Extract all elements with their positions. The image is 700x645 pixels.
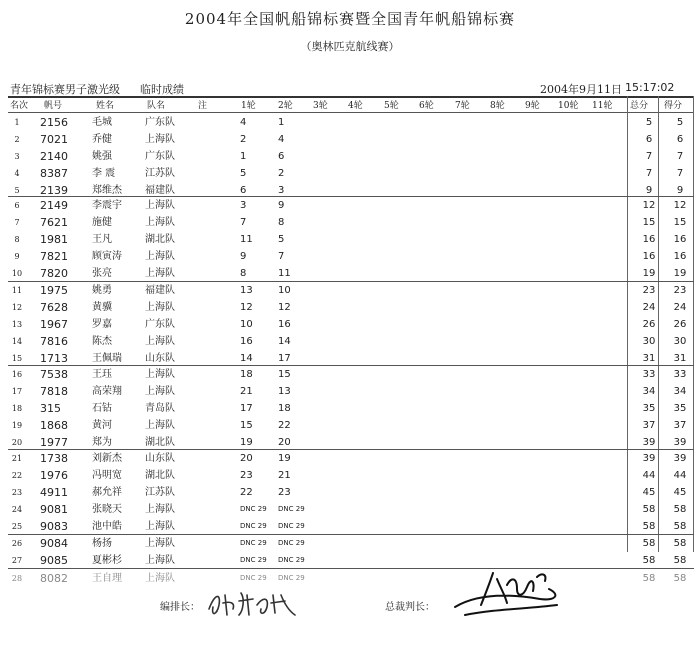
total-points-cell: 39: [642, 453, 656, 464]
sailor-name-cell: 王凡: [92, 234, 112, 245]
chief-judge-signature: [445, 565, 575, 625]
team-cell: 上海队: [145, 369, 175, 380]
sailor-name-cell: 夏彬杉: [92, 555, 122, 566]
race-2-cell: DNC 29: [278, 505, 305, 513]
race-2-cell: 12: [278, 302, 291, 313]
sail-number-cell: 9085: [40, 554, 68, 567]
col-race-8: 8轮: [490, 101, 505, 111]
team-cell: 湖北队: [145, 234, 175, 245]
col-name: 姓名: [96, 101, 115, 111]
total-points-cell: 9: [645, 185, 653, 196]
team-cell: 上海队: [145, 538, 175, 549]
team-cell: 上海队: [145, 573, 175, 584]
results-status: 临时成绩: [140, 83, 184, 96]
total-points-cell: 19: [642, 268, 656, 279]
group-divider: [8, 568, 694, 569]
sail-number-cell: 9084: [40, 537, 68, 550]
rank-cell: 9: [14, 252, 20, 261]
net-points-cell: 58: [673, 538, 687, 549]
sail-number-cell: 315: [40, 402, 61, 415]
race-1-cell: 6: [240, 185, 247, 196]
col-race-2: 2轮: [278, 101, 293, 111]
table-row: [8, 535, 694, 552]
table-row: [8, 518, 694, 535]
sailor-name-cell: 郑为: [92, 437, 112, 448]
total-points-cell: 5: [645, 117, 653, 128]
team-cell: 福建队: [145, 185, 175, 196]
net-points-cell: 7: [676, 168, 684, 179]
col-race-9: 9轮: [525, 101, 540, 111]
sail-number-cell: 1976: [40, 469, 68, 482]
race-1-cell: 16: [240, 336, 253, 347]
race-1-cell: 1: [240, 151, 247, 162]
net-points-cell: 16: [673, 251, 687, 262]
table-row: [8, 299, 694, 316]
col-net: 得分: [664, 101, 683, 111]
total-points-cell: 24: [642, 302, 656, 313]
team-cell: 上海队: [145, 336, 175, 347]
total-points-cell: 58: [642, 521, 656, 532]
net-points-cell: 58: [673, 573, 687, 584]
table-row: [8, 214, 694, 231]
sail-number-cell: 7021: [40, 133, 68, 146]
race-1-cell: DNC 29: [240, 574, 267, 582]
group-divider: [8, 196, 694, 197]
col-race-1: 1轮: [241, 101, 256, 111]
sailor-name-cell: 顾寅涛: [92, 251, 122, 262]
race-2-cell: 23: [278, 487, 291, 498]
sail-number-cell: 4911: [40, 486, 68, 499]
rank-cell: 17: [11, 387, 23, 396]
sailor-name-cell: 张亮: [92, 268, 112, 279]
col-race-7: 7轮: [455, 101, 470, 111]
sailor-name-cell: 郑维杰: [92, 185, 122, 196]
table-row: [8, 552, 694, 569]
group-divider: [8, 281, 694, 282]
race-1-cell: 8: [240, 268, 247, 279]
sailor-name-cell: 石钴: [92, 403, 112, 414]
sail-number-cell: 7821: [40, 250, 68, 263]
total-points-cell: 58: [642, 573, 656, 584]
group-divider: [8, 365, 694, 366]
table-row: [8, 248, 694, 265]
net-points-cell: 12: [673, 200, 687, 211]
race-1-cell: 19: [240, 437, 253, 448]
rank-cell: 4: [14, 169, 20, 178]
sail-number-cell: 7818: [40, 385, 68, 398]
race-1-cell: 13: [240, 285, 253, 296]
team-cell: 上海队: [145, 134, 175, 145]
race-1-cell: 11: [240, 234, 253, 245]
total-points-cell: 44: [642, 470, 656, 481]
results-time: 15:17:02: [625, 81, 675, 94]
total-points-cell: 30: [642, 336, 656, 347]
sail-number-cell: 2139: [40, 184, 68, 197]
rank-cell: 18: [11, 404, 23, 413]
team-cell: 上海队: [145, 521, 175, 532]
race-2-cell: 20: [278, 437, 291, 448]
total-points-cell: 58: [642, 538, 656, 549]
total-points-cell: 23: [642, 285, 656, 296]
sailor-name-cell: 王珏: [92, 369, 112, 380]
sail-number-cell: 7538: [40, 368, 68, 381]
rank-cell: 10: [11, 269, 23, 278]
sailor-name-cell: 姚强: [92, 151, 112, 162]
sailor-name-cell: 黄骥: [92, 302, 112, 313]
race-2-cell: 4: [278, 134, 285, 145]
race-2-cell: 8: [278, 217, 285, 228]
table-row: [8, 282, 694, 299]
rank-cell: 22: [11, 471, 23, 480]
table-row: [8, 131, 694, 148]
rank-cell: 24: [11, 505, 23, 514]
chief-judge-label: 总裁判长：: [385, 602, 435, 613]
net-points-cell: 5: [676, 117, 684, 128]
race-2-cell: 3: [278, 185, 285, 196]
col-race-10: 10轮: [558, 101, 579, 111]
race-1-cell: 23: [240, 470, 253, 481]
race-2-cell: DNC 29: [278, 539, 305, 547]
rank-cell: 28: [11, 574, 23, 583]
table-row: [8, 197, 694, 214]
sail-number-cell: 2149: [40, 199, 68, 212]
column-header-rule: [8, 112, 694, 113]
col-race-4: 4轮: [348, 101, 363, 111]
net-points-cell: 6: [676, 134, 684, 145]
table-row: [8, 484, 694, 501]
sailor-name-cell: 杨扬: [92, 538, 112, 549]
race-2-cell: 6: [278, 151, 285, 162]
rank-cell: 2: [14, 135, 20, 144]
net-points-cell: 15: [673, 217, 687, 228]
sailor-name-cell: 王自理: [92, 573, 122, 584]
team-cell: 广东队: [145, 319, 175, 330]
rank-cell: 3: [14, 152, 20, 161]
net-points-cell: 9: [676, 185, 684, 196]
race-1-cell: 21: [240, 386, 253, 397]
race-1-cell: 2: [240, 134, 247, 145]
sailor-name-cell: 刘新杰: [92, 453, 122, 464]
sailor-name-cell: 李 震: [92, 168, 116, 179]
sail-number-cell: 1738: [40, 452, 68, 465]
rank-cell: 21: [11, 454, 23, 463]
race-1-cell: 18: [240, 369, 253, 380]
sailor-name-cell: 冯明宽: [92, 470, 122, 481]
document-title: 2004年全国帆船锦标赛暨全国青年帆船锦标赛: [184, 10, 516, 28]
table-row: [8, 366, 694, 383]
team-cell: 上海队: [145, 386, 175, 397]
race-1-cell: 22: [240, 487, 253, 498]
team-cell: 上海队: [145, 268, 175, 279]
race-1-cell: 5: [240, 168, 247, 179]
sailor-name-cell: 高荣翔: [92, 386, 122, 397]
sail-number-cell: 7820: [40, 267, 68, 280]
rank-cell: 14: [11, 337, 23, 346]
sail-number-cell: 9083: [40, 520, 68, 533]
results-date: 2004年9月11日: [540, 83, 622, 96]
table-row: [8, 333, 694, 350]
table-row: [8, 383, 694, 400]
col-total: 总分: [630, 101, 649, 111]
team-cell: 上海队: [145, 555, 175, 566]
team-cell: 青岛队: [145, 403, 175, 414]
scorer-signature: [205, 585, 305, 621]
sailor-name-cell: 毛城: [92, 117, 112, 128]
sail-number-cell: 1977: [40, 436, 68, 449]
net-points-cell: 23: [673, 285, 687, 296]
col-race-5: 5轮: [384, 101, 399, 111]
sail-number-cell: 1975: [40, 284, 68, 297]
sail-number-cell: 1713: [40, 352, 68, 365]
race-2-cell: 19: [278, 453, 291, 464]
race-1-cell: 3: [240, 200, 247, 211]
sail-number-cell: 7628: [40, 301, 68, 314]
col-race-6: 6轮: [419, 101, 434, 111]
sail-number-cell: 1868: [40, 419, 68, 432]
total-points-cell: 15: [642, 217, 656, 228]
table-row: [8, 114, 694, 131]
group-divider: [8, 449, 694, 450]
net-points-cell: 37: [673, 420, 687, 431]
net-points-cell: 39: [673, 437, 687, 448]
race-2-cell: DNC 29: [278, 574, 305, 582]
sail-number-cell: 8387: [40, 167, 68, 180]
net-points-cell: 34: [673, 386, 687, 397]
rank-cell: 20: [11, 438, 23, 447]
total-points-cell: 58: [642, 504, 656, 515]
race-2-cell: 15: [278, 369, 291, 380]
sail-number-cell: 8082: [40, 572, 68, 585]
rank-cell: 12: [11, 303, 23, 312]
race-1-cell: 4: [240, 117, 247, 128]
net-points-cell: 58: [673, 521, 687, 532]
rank-cell: 19: [11, 421, 23, 430]
table-row: [8, 265, 694, 282]
sailor-name-cell: 黄河: [92, 420, 112, 431]
net-points-cell: 26: [673, 319, 687, 330]
rank-cell: 15: [11, 354, 23, 363]
race-2-cell: 5: [278, 234, 285, 245]
net-points-cell: 31: [673, 353, 687, 364]
table-row: [8, 400, 694, 417]
net-points-cell: 58: [673, 555, 687, 566]
race-2-cell: DNC 29: [278, 522, 305, 530]
sail-number-cell: 7621: [40, 216, 68, 229]
race-2-cell: 1: [278, 117, 285, 128]
race-1-cell: 7: [240, 217, 247, 228]
sailor-name-cell: 池中皓: [92, 521, 122, 532]
rank-cell: 8: [14, 235, 20, 244]
total-points-cell: 35: [642, 403, 656, 414]
table-row: [8, 467, 694, 484]
rank-cell: 1: [14, 118, 20, 127]
race-2-cell: 22: [278, 420, 291, 431]
net-points-cell: 44: [673, 470, 687, 481]
sailor-name-cell: 乔健: [92, 134, 112, 145]
table-row: [8, 450, 694, 467]
table-row: [8, 148, 694, 165]
sailor-name-cell: 陈杰: [92, 336, 112, 347]
race-2-cell: 11: [278, 268, 291, 279]
team-cell: 山东队: [145, 453, 175, 464]
race-2-cell: 18: [278, 403, 291, 414]
team-cell: 上海队: [145, 504, 175, 515]
table-row: [8, 570, 694, 587]
table-row: [8, 165, 694, 182]
sailor-name-cell: 李震宇: [92, 200, 122, 211]
race-2-cell: 16: [278, 319, 291, 330]
race-2-cell: DNC 29: [278, 556, 305, 564]
col-race-3: 3轮: [313, 101, 328, 111]
race-2-cell: 17: [278, 353, 291, 364]
race-1-cell: DNC 29: [240, 522, 267, 530]
table-row: [8, 231, 694, 248]
race-1-cell: DNC 29: [240, 505, 267, 513]
total-points-cell: 45: [642, 487, 656, 498]
race-1-cell: 20: [240, 453, 253, 464]
rank-cell: 23: [11, 488, 23, 497]
sailor-name-cell: 施健: [92, 217, 112, 228]
total-points-cell: 26: [642, 319, 656, 330]
team-cell: 上海队: [145, 251, 175, 262]
total-points-cell: 7: [645, 168, 653, 179]
race-2-cell: 2: [278, 168, 285, 179]
col-rank: 名次: [10, 101, 29, 111]
total-points-cell: 16: [642, 251, 656, 262]
total-points-cell: 6: [645, 134, 653, 145]
total-points-cell: 34: [642, 386, 656, 397]
col-race-11: 11轮: [592, 101, 613, 111]
document-subtitle: （奥林匹克航线赛）: [300, 40, 400, 53]
sail-number-cell: 7816: [40, 335, 68, 348]
race-1-cell: 9: [240, 251, 247, 262]
race-1-cell: DNC 29: [240, 556, 267, 564]
team-cell: 上海队: [145, 302, 175, 313]
net-points-cell: 35: [673, 403, 687, 414]
sailor-name-cell: 郝允祥: [92, 487, 122, 498]
team-cell: 上海队: [145, 217, 175, 228]
team-cell: 广东队: [145, 151, 175, 162]
rank-cell: 26: [11, 539, 23, 548]
rank-cell: 25: [11, 522, 23, 531]
team-cell: 广东队: [145, 117, 175, 128]
sailor-name-cell: 罗嘉: [92, 319, 112, 330]
table-row: [8, 501, 694, 518]
sail-number-cell: 9081: [40, 503, 68, 516]
group-divider: [8, 534, 694, 535]
rank-cell: 7: [14, 218, 20, 227]
total-points-cell: 7: [645, 151, 653, 162]
team-cell: 福建队: [145, 285, 175, 296]
race-2-cell: 9: [278, 200, 285, 211]
col-sail: 帆号: [44, 101, 63, 111]
team-cell: 上海队: [145, 200, 175, 211]
total-points-cell: 31: [642, 353, 656, 364]
col-team: 队名: [147, 101, 166, 111]
total-points-cell: 33: [642, 369, 656, 380]
net-points-cell: 7: [676, 151, 684, 162]
team-cell: 江苏队: [145, 487, 175, 498]
total-points-cell: 37: [642, 420, 656, 431]
rank-cell: 16: [11, 370, 23, 379]
rank-cell: 5: [14, 186, 20, 195]
table-row: [8, 417, 694, 434]
team-cell: 湖北队: [145, 437, 175, 448]
team-cell: 湖北队: [145, 470, 175, 481]
net-points-cell: 30: [673, 336, 687, 347]
race-1-cell: 17: [240, 403, 253, 414]
total-points-cell: 58: [642, 555, 656, 566]
total-points-cell: 12: [642, 200, 656, 211]
rank-cell: 6: [14, 201, 20, 210]
race-2-cell: 7: [278, 251, 285, 262]
sailor-name-cell: 姚勇: [92, 285, 112, 296]
net-points-cell: 19: [673, 268, 687, 279]
race-1-cell: 10: [240, 319, 253, 330]
team-cell: 江苏队: [145, 168, 175, 179]
rank-cell: 11: [11, 286, 23, 295]
net-points-cell: 58: [673, 504, 687, 515]
sail-number-cell: 1967: [40, 318, 68, 331]
race-1-cell: DNC 29: [240, 539, 267, 547]
sail-number-cell: 2140: [40, 150, 68, 163]
race-2-cell: 21: [278, 470, 291, 481]
race-1-cell: 14: [240, 353, 253, 364]
race-2-cell: 10: [278, 285, 291, 296]
col-note: 注: [198, 101, 208, 111]
event-name: 青年锦标赛男子激光级: [10, 83, 120, 96]
rank-cell: 13: [11, 320, 23, 329]
total-points-cell: 16: [642, 234, 656, 245]
net-points-cell: 33: [673, 369, 687, 380]
race-1-cell: 15: [240, 420, 253, 431]
sailor-name-cell: 张晓天: [92, 504, 122, 515]
team-cell: 山东队: [145, 353, 175, 364]
table-row: [8, 316, 694, 333]
total-points-cell: 39: [642, 437, 656, 448]
net-points-cell: 39: [673, 453, 687, 464]
team-cell: 上海队: [145, 420, 175, 431]
net-points-cell: 45: [673, 487, 687, 498]
sailor-name-cell: 王佩瑞: [92, 353, 122, 364]
net-points-cell: 16: [673, 234, 687, 245]
race-1-cell: 12: [240, 302, 253, 313]
race-2-cell: 14: [278, 336, 291, 347]
scorer-label: 编排长：: [160, 602, 200, 613]
sail-number-cell: 2156: [40, 116, 68, 129]
net-points-cell: 24: [673, 302, 687, 313]
race-2-cell: 13: [278, 386, 291, 397]
sail-number-cell: 1981: [40, 233, 68, 246]
rank-cell: 27: [11, 556, 23, 565]
